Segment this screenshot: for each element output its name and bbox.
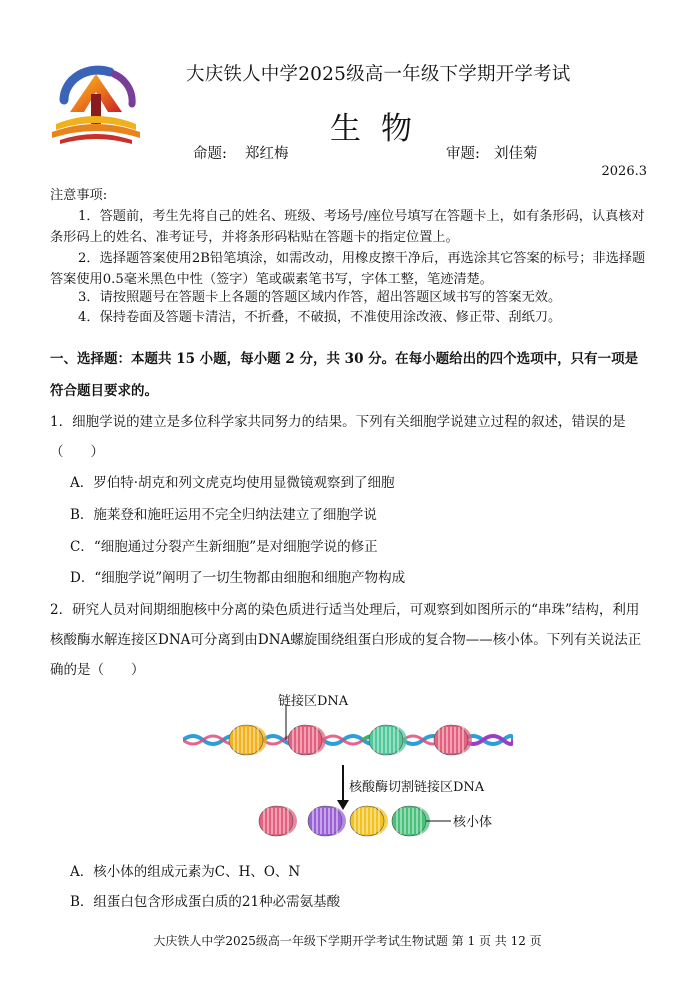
nucleosome-bead xyxy=(434,725,472,755)
question-2-stem: 2．研究人员对间期细胞核中分离的染色质进行适当处理后，可观察到如图所示的“串珠”结构，利用核酸酶水解连接区DNA可分离到由DNA螺旋围绕组蛋白形成的复合物——核小体。下列有关说法正确的是（ ） xyxy=(50,602,642,678)
school-exam-title: 大庆铁人中学2025级高一年级下学期开学考试 xyxy=(186,64,571,85)
exam-date: 2026.3 xyxy=(601,164,647,179)
q1-option-b: B．施莱登和施旺运用不完全归纳法建立了细胞学说 xyxy=(70,507,377,523)
reviewer-label: 审题: xyxy=(446,146,480,162)
nucleosome-bead xyxy=(308,806,346,836)
q2-option-b: B．组蛋白包含形成蛋白质的21种必需氨基酸 xyxy=(70,894,341,910)
q1-option-a: A．罗伯特·胡克和列文虎克均使用显微镜观察到了细胞 xyxy=(70,475,395,491)
notice-title: 注意事项: xyxy=(50,188,108,203)
cut-arrow-head xyxy=(337,800,349,810)
notice-item: 3．请按照题号在答题卡上各题的答题区域内作答，超出答题区域书写的答案无效。 xyxy=(78,290,562,305)
nucleosome-bead xyxy=(288,725,326,755)
question-1-stem: 1．细胞学说的建立是多位科学家共同努力的结果。下列有关细胞学说建立过程的叙述，错误的是（ ） xyxy=(50,414,626,460)
reviewer-name: 刘佳菊 xyxy=(494,146,538,162)
school-logo xyxy=(50,60,142,152)
notice-item: 4．保持卷面及答题卡清洁，不折叠，不破损，不准使用涂改液、修正带、刮纸刀。 xyxy=(78,310,562,325)
nucleosome-bead xyxy=(350,806,388,836)
nucleosome-bead xyxy=(259,806,297,836)
section-heading: 一、选择题：本题共 15 小题，每小题 2 分，共 30 分。在每小题给出的四个选项中，只有一项是符合题目要求的。 xyxy=(50,351,639,399)
notice-item: 2．选择题答案使用2B铅笔填涂，如需改动，用橡皮擦干净后，再选涂其它答案的标号；非选择题答案使用0.5毫米黑色中性（签字）笔或碳素笔书写，字体工整，笔迹清楚。 xyxy=(50,251,646,287)
nucleosome-label: 核小体 xyxy=(453,815,493,830)
q1-option-d: D．“细胞学说”阐明了一切生物都由细胞和细胞产物构成 xyxy=(70,570,406,586)
nucleosome-bead xyxy=(392,806,430,836)
nucleosome-bead xyxy=(229,725,267,755)
author-label: 命题: xyxy=(193,146,227,162)
notice-item: 1．答题前，考生先将自己的姓名、班级、考场号/座位号填写在答题卡上，如有条形码，认真核对条形码上的姓名、准考证号，并将条形码粘贴在答题卡的指定位置上。 xyxy=(50,209,645,245)
nucleosome-bead xyxy=(369,725,407,755)
page-footer: 大庆铁人中学2025级高一年级下学期开学考试生物试题 第 1 页 共 12 页 xyxy=(153,934,542,948)
q2-option-a: A．核小体的组成元素为C、H、O、N xyxy=(70,864,301,880)
author-name: 郑红梅 xyxy=(245,146,289,162)
q1-option-c: C．“细胞通过分裂产生新细胞”是对细胞学说的修正 xyxy=(70,539,378,555)
subject-title: 生物 xyxy=(330,111,432,147)
nuclease-cut-label: 核酸酶切割链接区DNA xyxy=(349,780,485,795)
linker-dna-label: 链接区DNA xyxy=(278,694,349,709)
nucleosome-figure xyxy=(183,690,513,850)
